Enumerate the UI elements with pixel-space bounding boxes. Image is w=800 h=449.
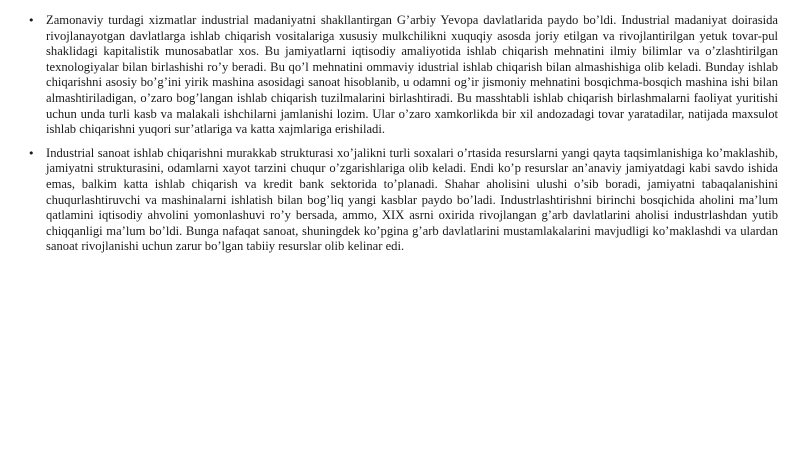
paragraph-text: Zamonaviy turdagi xizmatlar industrial madaniyatni shakllantirgan G’arbiy Yevopa davlatlarida paydo bo’ldi. Industrial madaniyat doirasida rivojlanayotgan davlatlarga ishlab chiqarish vositalariga xususiy mulkchilikni xuquqiy asosda joriy etilgan va rivojlantirilgan yetuk tovar-pul shaklidagi kapitalistik munosabatlar xos. Bu jamiyatlarni iqtisodiy amaliyotida ishlab chiqarish mehnatini ilmiy bilimlar va o’zlashtirilgan texnologiyalar bilan birlashishi ro’y beradi. Bu qo’l mehnatini ommaviy idustrial ishlab chiqarish bilan almashishiga olib keladi. Bunday ishlab chiqarishni asosiy bo’g’ini yirik mashina asosidagi sanoat hisoblanib, u odamni og’ir jismoniy mehnatini bosqichma-bosqich mashina ishi bilan almashtiriladigan, o’zaro bog’langan ishlab chiqarish tuzilmalarini birlashtiradi. Bu masshtabli ishlab chiqarish birlashmalarni faoliyat yuritishi uchun unda turli kasb va malakali ishchilarni jamlanishi lozim. Ular o’zaro xamkorlikda bir xil andozadagi tovar yaratadilar, natijada maxsulot ishlab chiqarishni yuqori sur’atlariga va katta xajmlariga erishiladi. xyxy=(46,13,778,137)
bullet-paragraph-2 xyxy=(28,146,778,255)
paragraph-text: Industrial sanoat ishlab chiqarishni murakkab strukturasi xo’jalikni turli soxalari o’rtasida resurslarni yangi qayta taqsimlanishiga ko’maklashib, jamiyatni strukturasini, odamlarni xayot tarzini chuqur o’zgarishlariga olib keladi. Endi ko’p resurslar an’anaviy jamiyatdagi kabi savdo ishida emas, balkim katta ishlab chiqarish va kredit bank sektorida to’planadi. Shahar aholisini ulushi o’sib boradi, jamiyatni tabaqalanishini chuqurlashtiruvchi va mashinalarni ishlatish bilan bog’liq yangi kasblar paydo bo’ladi. Industrlashtirishni birinchi bosqichida aholini ma’lum qatlamini iqtisodiy ahvolini yomonlashuvi ro’y bersada, ammo, XIX asrni oxirida rivojlangan g’arb davlatlarini aholisi industrlashdan yutib chiqqanligi ma’lum bo’ldi. Bunga nafaqat sanoat, shuningdek ko’pgina g’arb davlatlarini mustamlakalarini mavjudligi ko’maklashdi va ulardan sanoat rivojlanishi uchun zarur bo’lgan tabiiy resurslar olib kelinar edi. xyxy=(46,145,778,254)
bullet-dot-icon: • xyxy=(28,146,35,160)
bullet-paragraph-1 xyxy=(28,13,778,138)
bullet-list xyxy=(28,13,778,263)
bullet-dot-icon: • xyxy=(28,14,35,27)
